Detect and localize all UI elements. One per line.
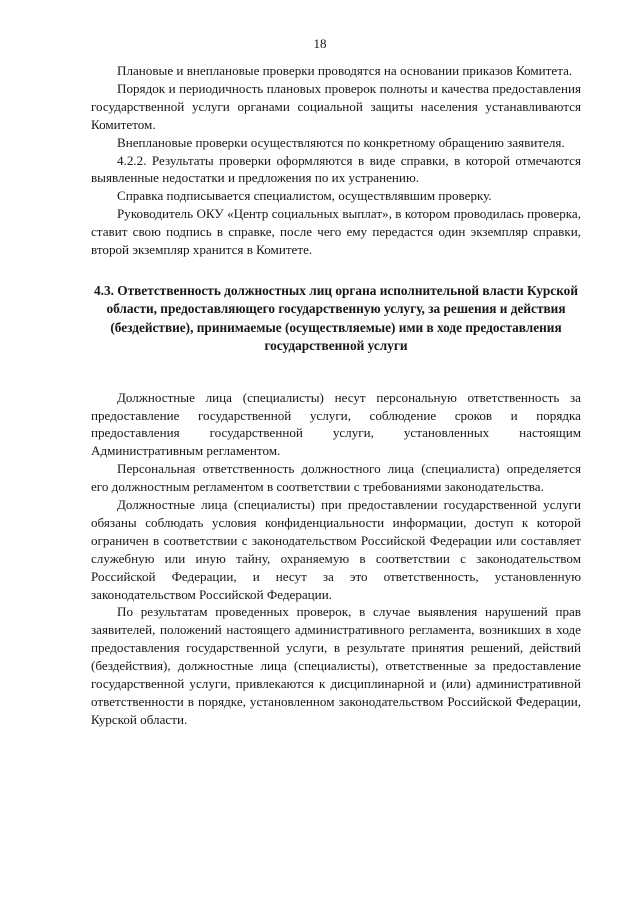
paragraph: Должностные лица (специалисты) несут персональную ответственность за предоставление государственной услуги, соблюдение сроков и порядка предоставления государственной услуги, установленных настоящим Административным регламентом. [91,389,581,459]
paragraph: Внеплановые проверки осуществляются по конкретному обращению заявителя. [117,134,565,150]
paragraph: Справка подписывается специалистом, осуществлявшим проверку. [117,188,492,204]
paragraph: Должностные лица (специалисты) при предоставлении государственной услуги обязаны соблюдать условия конфиденциальности информации, доступ к которой ограничен в соответствии с законодательством Российской Федерации или составляет служебную или иную тайну, охраняемую в соответствии с законодательством Российской Федерации, и несут за это ответственность, установленную законодательством Российской Федерации. [91,497,581,602]
document-body [91,62,581,729]
paragraph: 4.2.2. Результаты проверки оформляются в виде справки, в которой отмечаются выявленные недостатки и предложения по их устранению. [91,152,581,186]
page-number: 18 [313,36,327,51]
paragraph: Плановые и внеплановые проверки проводятся на основании приказов Комитета. [117,63,573,78]
paragraph: Персональная ответственность должностного лица (специалиста) определяется его должностным регламентом в соответствии с требованиями законодательства. [91,461,581,495]
section-heading: 4.3. Ответственность должностных лиц органа исполнительной власти Курской области, предоставляющего государственную услугу, за решения и действия (бездействие), принимаемые (осуществляемые) ими в ходе предоставления государственной услуги [93,282,578,354]
paragraph: По результатам проведенных проверок, в случае выявления нарушений прав заявителей, положений настоящего административного регламента, возникших в ходе предоставления государственной услуги, в результате принятия решений, действий (бездействия), должностные лица (специалисты), ответственные за предоставление государственной услуги, привлекаются к дисциплинарной и (или) административной ответственности в порядке, установленном законодательством Российской Федерации, Курской области. [91,604,581,727]
paragraph: Руководитель ОКУ «Центр социальных выплат», в котором проводилась проверка, ставит свою подпись в справке, после чего ему передастся один экземпляр справки, второй экземпляр хранится в Комитете. [91,206,581,258]
paragraph: Порядок и периодичность плановых проверок полноты и качества предоставления государственной услуги органами социальной защиты населения устанавливаются Комитетом. [91,80,581,132]
